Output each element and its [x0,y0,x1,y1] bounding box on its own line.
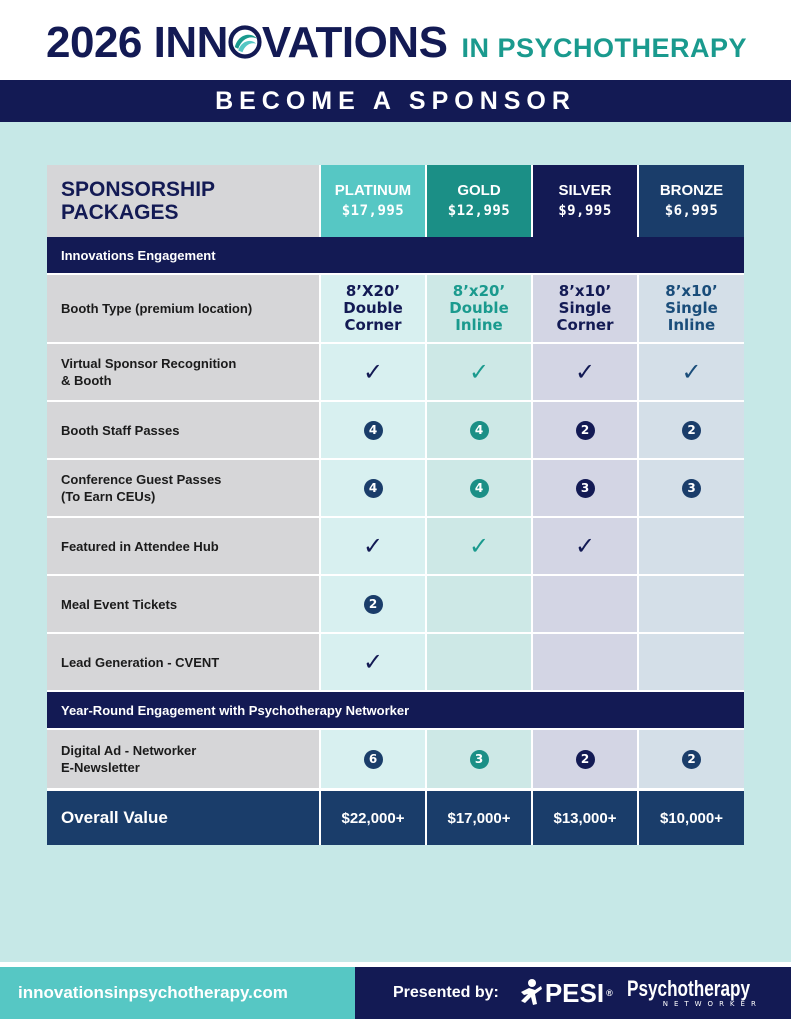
booth-silver: 8’x10’ Single Corner [533,275,637,342]
count-badge: 3 [682,479,701,498]
count-badge: 4 [364,479,383,498]
checkmark-icon: ✓ [468,532,490,560]
row-lead-generation-label: Lead Generation - CVENT [47,634,319,690]
row-guest-passes-label: Conference Guest Passes (To Earn CEUs) [47,460,319,516]
row-guest-passes-platinum [321,460,425,516]
title-part-1: 2026 INN [46,18,228,67]
corner-label-line1: SPONSORSHIP [61,178,216,201]
row-virtual-recognition-bronze [639,344,744,400]
website-url: innovationsinpsychotherapy.com [18,983,288,1002]
checkmark-icon: ✓ [574,532,596,560]
page-title [46,18,747,70]
row-virtual-recognition-platinum [321,344,425,400]
row-booth-staff-passes-bronze [639,402,744,458]
section-header-innovations: Innovations Engagement [47,237,744,273]
tier-header-gold [427,165,531,237]
count-badge: 6 [364,750,383,769]
checkmark-icon: ✓ [362,358,384,386]
row-digital-ad-gold [427,730,531,788]
row-guest-passes-bronze [639,460,744,516]
row-attendee-hub-gold [427,518,531,574]
checkmark-icon: ✓ [468,358,490,386]
corner-label [47,165,319,237]
row-lead-generation-bronze [639,634,744,690]
row-virtual-recognition-label: Virtual Sponsor Recognition & Booth [47,344,319,400]
row-digital-ad-silver [533,730,637,788]
row-attendee-hub-silver [533,518,637,574]
pesi-logo: PESI ® [515,978,613,1009]
tier-name: PLATINUM [334,182,412,199]
footer [0,962,791,1024]
count-badge: 4 [364,421,383,440]
overall-value-label: Overall Value [47,791,319,845]
booth-platinum: 8’X20’ Double Corner [321,275,425,342]
row-booth-staff-passes-silver [533,402,637,458]
booth-gold: 8’x20’ Double Inline [427,275,531,342]
count-badge: 2 [682,421,701,440]
row-lead-generation-silver [533,634,637,690]
tier-name: BRONZE [659,182,724,199]
running-figure-icon [515,978,545,1008]
networker-subtitle: NETWORKER [662,1000,762,1008]
tier-price: $17,995 [341,203,405,219]
tier-header-platinum [321,165,425,237]
title-subtitle: IN PSYCHOTHERAPY [461,33,747,63]
row-booth-staff-passes-label: Booth Staff Passes [47,402,319,458]
overall-value-silver: $13,000+ [533,791,637,845]
row-lead-generation-gold [427,634,531,690]
header [0,0,791,80]
row-attendee-hub-label: Featured in Attendee Hub [47,518,319,574]
networker-wordmark: Psychotherapy [626,976,750,1001]
banner-text: BECOME A SPONSOR [215,86,576,115]
corner-label-line2: PACKAGES [61,201,179,224]
sponsorship-table [47,165,744,845]
checkmark-icon: ✓ [574,358,596,386]
tier-price: $9,995 [558,203,612,219]
website-link[interactable] [0,967,355,1019]
count-badge: 4 [470,479,489,498]
count-badge: 2 [682,750,701,769]
overall-value-gold: $17,000+ [427,791,531,845]
tier-name: SILVER [558,182,612,199]
row-guest-passes-gold [427,460,531,516]
pesi-wordmark: PESI [544,977,605,1008]
row-meal-tickets-silver [533,576,637,632]
overall-value-bronze: $10,000+ [639,791,744,845]
count-badge: 3 [470,750,489,769]
swirl-logo-icon [228,25,262,59]
row-meal-tickets-bronze [639,576,744,632]
count-badge: 2 [576,421,595,440]
section-header-year-round: Year-Round Engagement with Psychotherapy Networker [47,692,744,728]
presented-by-bar [355,967,791,1019]
row-digital-ad-bronze [639,730,744,788]
checkmark-icon: ✓ [362,648,384,676]
presented-by-label: Presented by: [393,984,499,1001]
tier-header-silver [533,165,637,237]
row-guest-passes-silver [533,460,637,516]
count-badge: 2 [576,750,595,769]
row-attendee-hub-bronze [639,518,744,574]
row-digital-ad-platinum [321,730,425,788]
tier-price: $12,995 [447,203,511,219]
row-attendee-hub-platinum [321,518,425,574]
row-meal-tickets-gold [427,576,531,632]
row-label-booth-type: Booth Type (premium location) [47,275,319,342]
checkmark-icon: ✓ [681,358,702,386]
row-meal-tickets-platinum [321,576,425,632]
title-part-2: VATIONS [261,18,448,67]
count-badge: 4 [470,421,489,440]
overall-value-platinum: $22,000+ [321,791,425,845]
checkmark-icon: ✓ [362,532,384,560]
row-booth-staff-passes-gold [427,402,531,458]
row-booth-staff-passes-platinum [321,402,425,458]
networker-logo [627,978,785,1008]
booth-bronze: 8’x10’ Single Inline [639,275,744,342]
count-badge: 2 [364,595,383,614]
row-meal-tickets-label: Meal Event Tickets [47,576,319,632]
tier-price: $6,995 [664,203,719,219]
become-sponsor-banner [0,80,791,122]
count-badge: 3 [576,479,595,498]
row-lead-generation-platinum [321,634,425,690]
tier-name: GOLD [457,182,501,199]
row-virtual-recognition-gold [427,344,531,400]
row-digital-ad-label: Digital Ad - Networker E-Newsletter [47,730,319,788]
tier-header-bronze [639,165,744,237]
row-virtual-recognition-silver [533,344,637,400]
